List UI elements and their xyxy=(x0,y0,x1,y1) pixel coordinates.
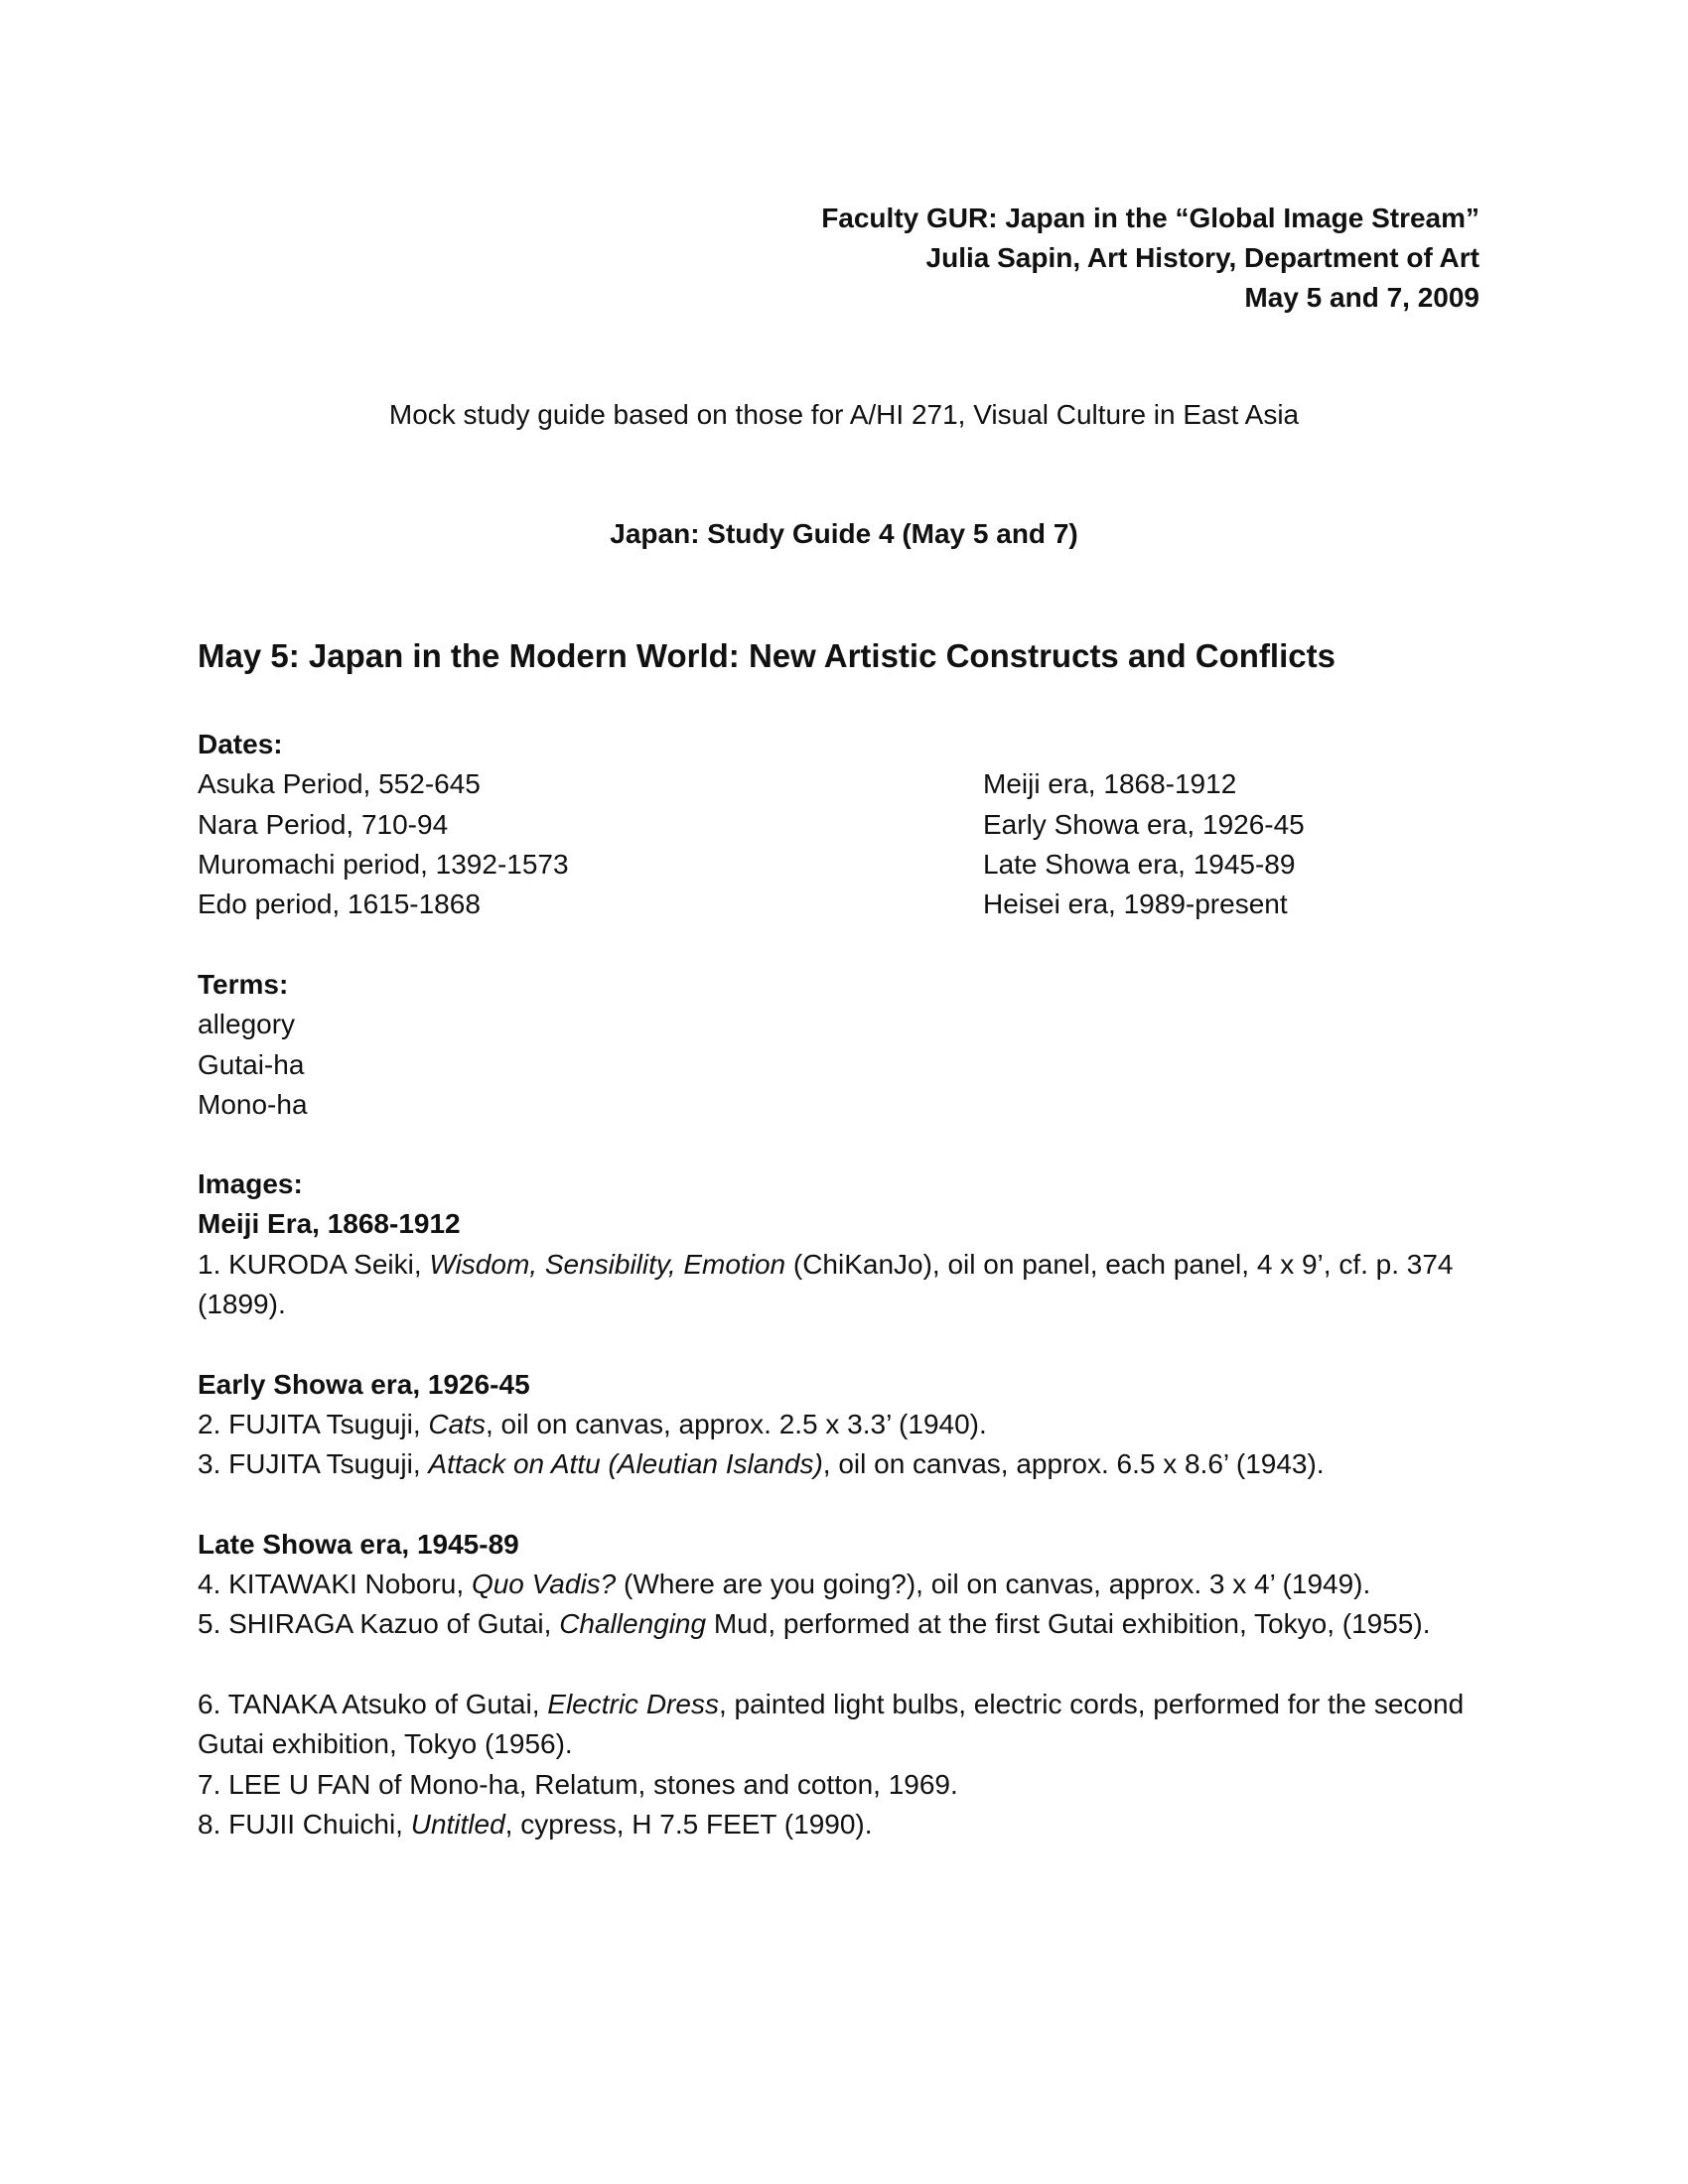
term-allegory: allegory xyxy=(198,1009,296,1040)
images-label: Images: xyxy=(198,1168,303,1199)
artwork-title: Quo Vadis? xyxy=(471,1569,617,1599)
entry-details: , oil on canvas, approx. 6.5 x 8.6’ (1943). xyxy=(822,1448,1325,1480)
subtitle: Mock study guide based on those for A/HI 271, Visual Culture in East Asia xyxy=(388,399,1300,430)
artwork-title: Untitled xyxy=(410,1808,505,1840)
entry-text: 1. KURODA Seiki, xyxy=(198,1248,430,1280)
term-mono-ha: Mono-ha xyxy=(198,1088,308,1120)
entry-text: 3. FUJITA Tsuguji, xyxy=(198,1448,429,1480)
entry-details: , oil on canvas, approx. 2.5 x 3.3’ (1940). xyxy=(485,1408,987,1439)
artwork-title: Challenging xyxy=(559,1608,707,1640)
terms-label: Terms: xyxy=(198,969,289,1000)
entry-text: 6. TANAKA Atsuko of Gutai, xyxy=(198,1688,548,1719)
artwork-title: Electric Dress xyxy=(547,1688,719,1719)
document-header xyxy=(821,199,1479,318)
era-meiji: Meiji era, 1868-1912 xyxy=(983,768,1237,800)
dates-left xyxy=(198,725,569,924)
image-entry-5 xyxy=(198,1604,1483,1644)
header-date: May 5 and 7, 2009 xyxy=(1244,282,1479,313)
image-entry-6 xyxy=(198,1685,1483,1765)
entry-text: 8. FUJII Chuichi, xyxy=(198,1808,411,1840)
image-entry-4 xyxy=(198,1565,1483,1604)
image-entry-7 xyxy=(198,1765,1483,1805)
section-heading: May 5: Japan in the Modern World: New Artistic Constructs and Conflicts xyxy=(198,637,1336,674)
course-title: Faculty GUR: Japan in the “Global Image Stream” xyxy=(821,203,1479,233)
entry-details: (Where are you going?), oil on canvas, approx. 3 x 4’ (1949). xyxy=(616,1569,1371,1599)
entry-details: (ChiKanJo), oil on panel, each panel, 4 x 9’, cf. p. 374 (1899). xyxy=(198,1248,1454,1319)
entry-text: 2. FUJITA Tsuguji, xyxy=(198,1408,429,1439)
dates-right xyxy=(983,764,1305,924)
instructor-line: Julia Sapin, Art History, Department of Art xyxy=(925,242,1479,273)
image-entry-2 xyxy=(198,1405,1483,1444)
era-early-showa: Early Showa era, 1926-45 xyxy=(983,808,1305,840)
early-showa-heading: Early Showa era, 1926-45 xyxy=(198,1368,530,1400)
era-heisei: Heisei era, 1989-present xyxy=(983,888,1288,920)
images-heading-block xyxy=(198,1164,461,1245)
late-showa-heading: Late Showa era, 1945-89 xyxy=(198,1528,519,1560)
artwork-title: Attack on Attu (Aleutian Islands) xyxy=(428,1448,823,1480)
artwork-title: Wisdom, Sensibility, Emotion xyxy=(429,1248,786,1280)
entry-text: 5. SHIRAGA Kazuo of Gutai, xyxy=(198,1608,560,1640)
period-nara: Nara Period, 710-94 xyxy=(198,808,449,840)
terms-block xyxy=(198,965,308,1125)
period-edo: Edo period, 1615-1868 xyxy=(198,888,481,920)
entry-text: 7. LEE U FAN of Mono-ha, Relatum, stones and cotton, 1969. xyxy=(198,1768,958,1800)
period-asuka: Asuka Period, 552-645 xyxy=(198,768,481,800)
entry-details: , painted light bulbs, electric cords, performed for the second Gutai exhibition, Tokyo (1956). xyxy=(198,1688,1465,1760)
guide-title: Japan: Study Guide 4 (May 5 and 7) xyxy=(610,518,1078,549)
era-late-showa: Late Showa era, 1945-89 xyxy=(983,848,1296,880)
entry-text: 4. KITAWAKI Noboru, xyxy=(198,1569,472,1599)
dates-label: Dates: xyxy=(198,729,283,759)
term-gutai-ha: Gutai-ha xyxy=(198,1048,305,1080)
artwork-title: Cats xyxy=(428,1408,486,1439)
period-muromachi: Muromachi period, 1392-1573 xyxy=(198,848,569,880)
image-entry-3 xyxy=(198,1444,1483,1484)
entry-details: , cypress, H 7.5 FEET (1990). xyxy=(504,1808,873,1840)
entry-details: Mud, performed at the first Gutai exhibition, Tokyo, (1955). xyxy=(706,1608,1431,1640)
image-entry-1 xyxy=(198,1245,1483,1325)
image-entry-8 xyxy=(198,1805,1483,1844)
meiji-heading: Meiji Era, 1868-1912 xyxy=(198,1208,461,1240)
